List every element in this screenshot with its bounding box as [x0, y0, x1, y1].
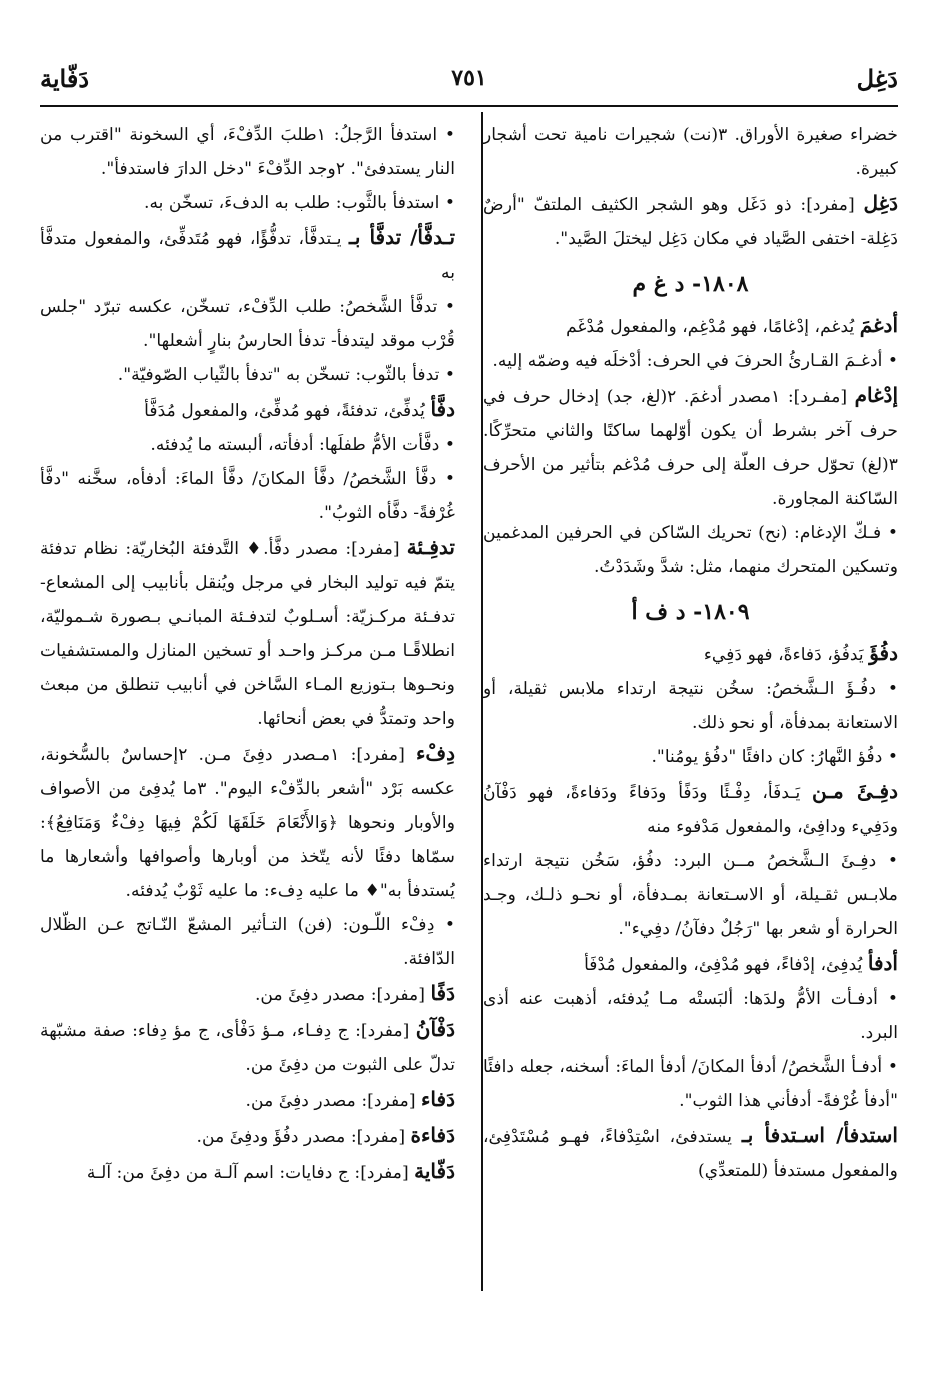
sense-line: • دفِـئَ الـشَّخصُ مــن البرد: دفُؤ، سَخُن نتيجة ارتداء ملابـس ثقـيلة، أو الاسـتعانة بمـدفأة، أو نحـو ذلـك، وجـد الحرارة أو شعر بها "رَجُلٌ دفآنُ/ دفِيء". [483, 851, 898, 939]
section-heading: ١٨٠٩- د ف أ [631, 599, 750, 625]
left-column [40, 118, 455, 1190]
headword: دِفْء [415, 741, 455, 765]
definition: [مفرد]: مصدر دفُؤَ ودفِئَ من. [196, 1127, 411, 1147]
dictionary-entry [483, 946, 898, 982]
dictionary-entry [483, 774, 898, 844]
sense-line: • استدفأ الرَّجلُ: ١طلبَ الدِّفْءَ، أي السخونة "اقترب من النار يستدفئ". ٢وجد الدِّفْءَ "دخل الدارَ فاستدفأ". [40, 125, 455, 179]
definition: [مفرد]: مصدر دفَّأ.♦ التَّدفئة البُخاريّة: نظام تدفئة يتمّ فيه توليد البخار في مرجل ويُنقل بأنابيب إلى المشعاع- تدفـئة مركـزيّة: أسـلوبٌ لتدفـئة المبانـي بـصورة شـموليّة، انطلاقًـا مـن مركـز واحـد أو تسخين المنازل والمستشفيات ونحـوها بـتوزيع المـاء السَّاخن في أنابيب تنطلق من مبعث واحد وتمتدُّ في بعض أنحائها. [40, 539, 455, 729]
headword: دَفْآنُ [415, 1017, 455, 1041]
headword: تدفِـئة [406, 535, 455, 559]
sense-line: • تدفأ بالثّوب: تسخّن به "تدفأ بالثّياب الصّوفيّة". [117, 365, 455, 385]
dictionary-entry [483, 378, 898, 516]
sense-line: • تدفَّأ الشَّخصُ: طلب الدِّفْء، تسخّن، عكسه تبرّد "جلس قُرْب موقد ليتدفأ- تدفأ الحارسُ بنارٍ أشعلها". [40, 297, 455, 351]
headword: أدغمَ [859, 313, 898, 337]
definition: يَـدفَأ، دِفْـئًا ودَفًأ ودَفاءً ودَفاءةً، فهو دَفْآنُ ودَفِيء ودافِئ، والمفعول مَدْفوء منه [483, 783, 898, 837]
dictionary-entry [40, 1154, 455, 1190]
guide-word-right: دَغِل [856, 63, 898, 93]
sense-line: • دِفْء اللّـون: (فن) التـأثير المشعّ النّـاتج عـن الظّلال الدّافئة. [40, 915, 455, 969]
dictionary-entry [40, 1082, 455, 1118]
sense-line: • أدفـأت الأمُّ ولدَها: ألبَستْه مـا يُدفئه، أذهبت عنه أذى البرد. [483, 989, 898, 1043]
definition: يـتدفَّأ، تدفُّؤًا، فهو مُتَدفِّئ، والمفعول متدفَّأ به [40, 229, 455, 283]
definition: [مفرد]: مصدر دفِئَ من. [254, 985, 431, 1005]
page-header [40, 58, 898, 98]
header-rule [40, 105, 898, 107]
definition: يَدفُؤ، دَفاءةً، فهو دَفِيء [703, 645, 870, 665]
headword: دَغِل [863, 191, 898, 215]
definition: [مفرد]: ج دفايات: اسم آلـة من دفِئَ من: آلـة [86, 1163, 415, 1183]
headword: دفُؤَ [869, 641, 898, 665]
headword: استدفأ/ اسـتدفأ بـ [741, 1123, 898, 1147]
sense-line: • دفَّأ الشَّخصُ/ دفَّأ المكانَ/ دفَّأ الماءَ: أدفأه، سخَّنه "دفَّأ غُرْفةً- دفَّأه الثوبُ". [40, 469, 455, 523]
sense-line: • استدفأ بالثَّوب: طلب به الدفءَ، تسخّن به. [144, 193, 455, 213]
headword: دَفًا [430, 981, 455, 1005]
dictionary-entry [40, 1118, 455, 1154]
definition: [مفرد]: ١مـصدر دفِئَ مـن. ٢إحساسٌ بالسُّخونة، عكسه بَرْد "أشعر بالدِّفْء اليوم". ٣ما يُدفِئ من الأصواف والأوبار ونحوها ﴿وَالأَنْعَامَ خَلَقَهَا لَكُمْ فِيهَا دِفْءٌ وَمَنَافِعُ﴾: سمّاها دفئًا لأنه يتّخذ من أوبارها وأصوافها وأشعارها ما يُستدفأ به"♦ ما عليه دِفء: ما عليه ثَوْبٌ يُدفئه. [40, 745, 455, 901]
dictionary-entry [40, 220, 455, 290]
headword: دفَّأ [430, 397, 455, 421]
sense-line: • دفَّأت الأمُّ طفلَها: أدفأته، ألبسته ما يُدفئه. [150, 435, 455, 455]
headword: تـدفَّأ/ تدفَّأ بـ [349, 225, 456, 249]
dictionary-entry [483, 186, 898, 256]
section-heading: ١٨٠٨- د غ م [632, 271, 749, 297]
definition: يُدغم، إدْغامًا، فهو مُدْغِم، والمفعول مُدْغَم [566, 317, 860, 337]
sense-line: • أدغـمَ القـارئُ الحرفَ في الحرف: أدْخلَه فيه وضمّه إليه. [492, 351, 898, 371]
sense-line: • أدفـأ الشَّخصُ/ أدفأ المكانَ/ أدفأ الماءَ: أسخنه، جعله دافئًا "أدفأ غُرْفةً- أدفأني هذا الثوب". [483, 1057, 898, 1111]
sense-line: • دفُـؤَ الـشَّخصُ: سخُن نتيجة ارتداء ملابس ثقيلة، أو الاستعانة بمدفأة، أو نحو ذلك. [483, 679, 898, 733]
headword: دَفّاية [414, 1159, 455, 1183]
guide-word-left: دَفّاية [40, 63, 90, 93]
definition: يُدفِئ، إدْفاءً، فهو مُدْفِئ، والمفعول مُدْفَأ [584, 955, 868, 975]
sense-line: • دفُؤ النَّهارُ: كان دافئًا "دفُؤ يومُنا". [651, 747, 898, 767]
dictionary-entry [40, 392, 455, 428]
dictionary-entry [483, 308, 898, 344]
page-number: ٧٥١ [451, 65, 487, 91]
dictionary-entry [40, 736, 455, 908]
definition: يُدفِّئ، تدفئةً، فهو مُدفِّئ، والمفعول مُدَفَّأ [144, 401, 431, 421]
headword: دفِـئَ مـن [811, 779, 898, 803]
definition: يستدفئ، اسْتِدْفاءً، فهـو مُسْتَدْفِئ، والمفعول مستدفأ (للمتعدِّي) [483, 1127, 898, 1181]
right-column [483, 118, 898, 1188]
sense-line: • فـكّ الإدغام: (نح) تحريك السّاكن في الحرفين المدغمين وتسكين المتحرك منهما، مثل: شدَّ وشَدَدْتُ. [483, 523, 898, 577]
headword: دَفاء [421, 1087, 455, 1111]
dictionary-entry [483, 1118, 898, 1188]
definition: [مفرد]: ج دِفـاء، مـؤ دَفْأى، ج مؤ دِفاء: صفة مشبّهة تدلّ على الثبوت من دفِئَ من. [40, 1021, 455, 1075]
definition: [مفرد]: ذو دَغَل وهو الشجر الكثيف الملتفّ "أرضٌ دَغِلة- اختفى الصَّياد في مكان دَغِل ليختلَ الصَّيد". [483, 195, 898, 249]
definition: [مفرد]: مصدر دفِئَ من. [245, 1091, 422, 1111]
sense-line: خضراء صغيرة الأوراق. ٣(نت) شجيرات نامية تحت أشجار كبيرة. [483, 125, 898, 179]
dictionary-entry [40, 1012, 455, 1082]
dictionary-entry [40, 976, 455, 1012]
dictionary-entry [483, 636, 898, 672]
definition: [مفـرد]: ١مصدر أدغمَ. ٢(لغ، جد) إدخال حرف في حرف آخر بشرط أن يكون أوّلهما ساكنًا والثاني متحرِّكًا. ٣(لغ) تحوّل حرف العلّة إلى حرف مُدْغم بتأثير من الأحرف السّاكنة المجاورة. [483, 387, 898, 509]
dictionary-entry [40, 530, 455, 736]
headword: إدْغام [854, 383, 899, 407]
headword: دَفاءة [410, 1123, 455, 1147]
headword: أدفأ [867, 951, 898, 975]
